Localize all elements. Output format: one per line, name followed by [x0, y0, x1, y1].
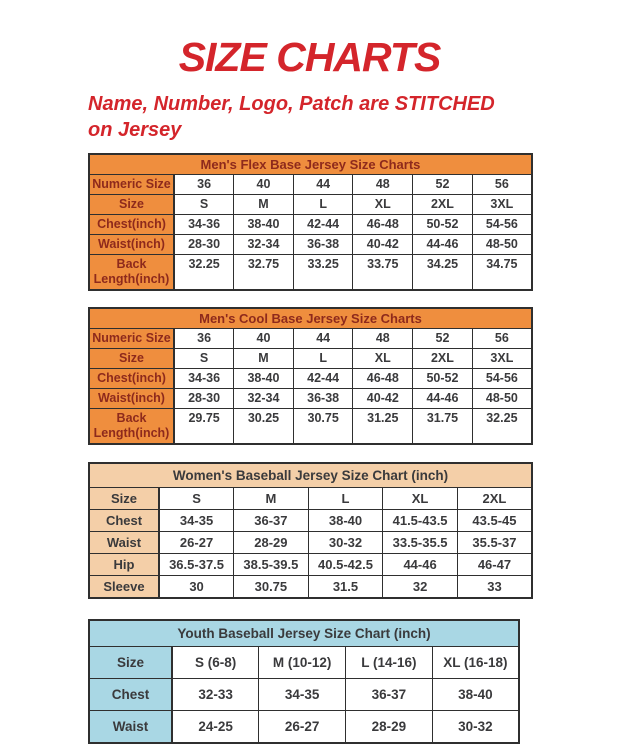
cell-value: S — [174, 349, 234, 369]
cell-value: 46-47 — [457, 554, 532, 576]
cell-value: 32-34 — [234, 389, 294, 409]
cell-value: XL — [353, 349, 413, 369]
table-row — [89, 554, 532, 576]
cell-value: 44 — [293, 329, 353, 349]
cell-value: 36.5-37.5 — [159, 554, 234, 576]
cell-value: 40 — [234, 329, 294, 349]
page-subtitle-line2: on Jersey — [88, 119, 182, 141]
row-label: Sleeve — [89, 576, 159, 599]
row-label: Numeric Size — [89, 329, 174, 349]
row-label: Size — [89, 195, 174, 215]
table-title-row — [89, 308, 532, 329]
cell-value: 34.25 — [413, 255, 473, 291]
cell-value: 42-44 — [293, 215, 353, 235]
cell-value: L — [308, 488, 383, 510]
cell-value: 50-52 — [413, 215, 473, 235]
cell-value: 36-38 — [293, 389, 353, 409]
table-row — [89, 409, 532, 445]
cell-value: 30.75 — [234, 576, 309, 599]
cell-value: 33.5-35.5 — [383, 532, 458, 554]
cell-value: 34-35 — [259, 679, 346, 711]
cell-value: 32.25 — [472, 409, 532, 445]
row-label: Hip — [89, 554, 159, 576]
cell-value: 50-52 — [413, 369, 473, 389]
table-title: Men's Flex Base Jersey Size Charts — [89, 154, 532, 175]
cell-value: 34-36 — [174, 369, 234, 389]
table-row — [89, 679, 519, 711]
cell-value: 48-50 — [472, 389, 532, 409]
row-label: Chest(inch) — [89, 369, 174, 389]
cell-value: S (6-8) — [172, 647, 259, 679]
row-label: Back Length(inch) — [89, 409, 174, 445]
table-title: Youth Baseball Jersey Size Chart (inch) — [89, 620, 519, 647]
table-title: Women's Baseball Jersey Size Chart (inch) — [89, 463, 532, 488]
table-row — [89, 175, 532, 195]
cell-value: 46-48 — [353, 215, 413, 235]
table-row — [89, 711, 519, 744]
cell-value: M — [234, 488, 309, 510]
youth-baseball-table-section — [88, 619, 531, 744]
table-row — [89, 235, 532, 255]
womens-baseball-table-section — [88, 462, 531, 599]
cell-value: 38-40 — [432, 679, 519, 711]
row-label: Size — [89, 647, 172, 679]
table-row — [89, 329, 532, 349]
cell-value: 31.75 — [413, 409, 473, 445]
cell-value: 52 — [413, 329, 473, 349]
cell-value: 30-32 — [308, 532, 383, 554]
cell-value: L — [293, 195, 353, 215]
table-row — [89, 369, 532, 389]
cell-value: 29.75 — [174, 409, 234, 445]
cell-value: S — [159, 488, 234, 510]
table-row — [89, 195, 532, 215]
cell-value: 36 — [174, 175, 234, 195]
table-row — [89, 389, 532, 409]
cell-value: 2XL — [457, 488, 532, 510]
cell-value: 2XL — [413, 349, 473, 369]
row-label: Chest — [89, 510, 159, 532]
cell-value: 3XL — [472, 195, 532, 215]
youth-baseball-size-chart — [88, 619, 520, 744]
cell-value: 30 — [159, 576, 234, 599]
row-label: Waist(inch) — [89, 235, 174, 255]
row-label: Waist — [89, 532, 159, 554]
cell-value: 28-30 — [174, 235, 234, 255]
cell-value: 54-56 — [472, 369, 532, 389]
cell-value: 36-38 — [293, 235, 353, 255]
cell-value: 26-27 — [259, 711, 346, 744]
cell-value: S — [174, 195, 234, 215]
cell-value: 43.5-45 — [457, 510, 532, 532]
mens-cool-base-size-chart — [88, 307, 533, 445]
row-label: Chest(inch) — [89, 215, 174, 235]
page-title: SIZE CHARTS — [178, 34, 441, 80]
mens-cool-base-table-section — [88, 307, 531, 445]
cell-value: 44 — [293, 175, 353, 195]
cell-value: L (14-16) — [346, 647, 433, 679]
table-row — [89, 349, 532, 369]
cell-value: 36-37 — [346, 679, 433, 711]
cell-value: XL (16-18) — [432, 647, 519, 679]
cell-value: XL — [353, 195, 413, 215]
cell-value: 32-34 — [234, 235, 294, 255]
cell-value: 34.75 — [472, 255, 532, 291]
cell-value: M — [234, 349, 294, 369]
cell-value: 44-46 — [383, 554, 458, 576]
womens-baseball-size-chart — [88, 462, 533, 599]
cell-value: 44-46 — [413, 389, 473, 409]
cell-value: 52 — [413, 175, 473, 195]
cell-value: 44-46 — [413, 235, 473, 255]
mens-flex-base-table-section — [88, 153, 531, 291]
table-title-row — [89, 620, 519, 647]
cell-value: 42-44 — [293, 369, 353, 389]
cell-value: 56 — [472, 329, 532, 349]
cell-value: 3XL — [472, 349, 532, 369]
cell-value: 28-30 — [174, 389, 234, 409]
cell-value: 48 — [353, 329, 413, 349]
cell-value: 28-29 — [234, 532, 309, 554]
cell-value: XL — [383, 488, 458, 510]
cell-value: 33.25 — [293, 255, 353, 291]
table-row — [89, 576, 532, 599]
cell-value: 40 — [234, 175, 294, 195]
cell-value: 54-56 — [472, 215, 532, 235]
table-title: Men's Cool Base Jersey Size Charts — [89, 308, 532, 329]
cell-value: 56 — [472, 175, 532, 195]
cell-value: 28-29 — [346, 711, 433, 744]
cell-value: 38-40 — [308, 510, 383, 532]
cell-value: M — [234, 195, 294, 215]
row-label: Size — [89, 349, 174, 369]
row-label: Waist — [89, 711, 172, 744]
cell-value: M (10-12) — [259, 647, 346, 679]
tables-container — [88, 153, 531, 744]
cell-value: 34-36 — [174, 215, 234, 235]
row-label: Back Length(inch) — [89, 255, 174, 291]
cell-value: 48-50 — [472, 235, 532, 255]
cell-value: 36 — [174, 329, 234, 349]
row-label: Waist(inch) — [89, 389, 174, 409]
cell-value: 35.5-37 — [457, 532, 532, 554]
cell-value: 40-42 — [353, 235, 413, 255]
cell-value: 32.25 — [174, 255, 234, 291]
cell-value: 32-33 — [172, 679, 259, 711]
mens-flex-base-size-chart — [88, 153, 533, 291]
table-row — [89, 532, 532, 554]
cell-value: 33 — [457, 576, 532, 599]
cell-value: 32 — [383, 576, 458, 599]
table-row — [89, 647, 519, 679]
cell-value: 33.75 — [353, 255, 413, 291]
cell-value: 30.75 — [293, 409, 353, 445]
cell-value: 34-35 — [159, 510, 234, 532]
cell-value: 24-25 — [172, 711, 259, 744]
cell-value: 41.5-43.5 — [383, 510, 458, 532]
cell-value: 38.5-39.5 — [234, 554, 309, 576]
cell-value: 31.25 — [353, 409, 413, 445]
cell-value: 30.25 — [234, 409, 294, 445]
cell-value: 40-42 — [353, 389, 413, 409]
table-row — [89, 488, 532, 510]
row-label: Chest — [89, 679, 172, 711]
row-label: Size — [89, 488, 159, 510]
cell-value: 32.75 — [234, 255, 294, 291]
page-subtitle-line1: Name, Number, Logo, Patch are STITCHED — [88, 93, 495, 115]
table-row — [89, 510, 532, 532]
table-title-row — [89, 463, 532, 488]
cell-value: 38-40 — [234, 369, 294, 389]
cell-value: 31.5 — [308, 576, 383, 599]
cell-value: 2XL — [413, 195, 473, 215]
cell-value: 46-48 — [353, 369, 413, 389]
cell-value: 38-40 — [234, 215, 294, 235]
table-title-row — [89, 154, 532, 175]
cell-value: 48 — [353, 175, 413, 195]
row-label: Numeric Size — [89, 175, 174, 195]
table-row — [89, 255, 532, 291]
cell-value: 26-27 — [159, 532, 234, 554]
table-row — [89, 215, 532, 235]
cell-value: L — [293, 349, 353, 369]
cell-value: 30-32 — [432, 711, 519, 744]
page-subtitle — [88, 91, 531, 143]
cell-value: 36-37 — [234, 510, 309, 532]
cell-value: 40.5-42.5 — [308, 554, 383, 576]
